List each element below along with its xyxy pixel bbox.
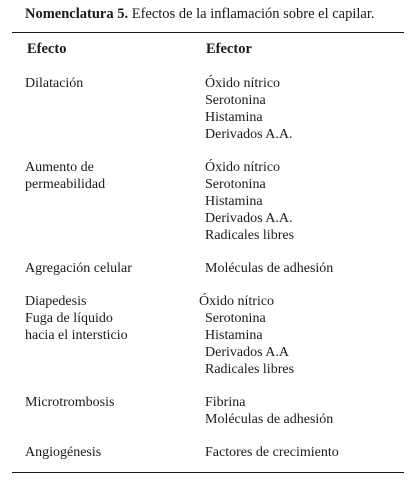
effector-line: Moléculas de adhesión [205, 412, 334, 427]
effector-cell [205, 75, 293, 143]
effector-line: Óxido nítrico [199, 294, 275, 309]
top-rule [12, 32, 404, 33]
effect-cell [25, 293, 128, 344]
column-header-effect: Efecto [27, 41, 67, 57]
effect-cell [25, 394, 114, 411]
effect-line: Agregación celular [25, 261, 132, 276]
table-caption [25, 6, 375, 23]
effector-cell [205, 394, 333, 428]
effector-line: Radicales libres [205, 362, 295, 377]
effector-line: Derivados A.A [205, 345, 289, 360]
effect-line: Diapedesis [25, 294, 87, 309]
effector-line: Fibrina [205, 395, 246, 410]
effect-cell [25, 159, 105, 193]
effect-line: Angiogénesis [25, 445, 102, 460]
effect-line: Fuga de líquido [25, 311, 113, 326]
effector-line: Serotonina [205, 177, 266, 192]
effector-line: Radicales libres [205, 228, 295, 243]
effector-line: Óxido nítrico [205, 160, 281, 175]
effector-cell [199, 293, 294, 378]
effector-line: Moléculas de adhesión [205, 261, 334, 276]
effector-line: Histamina [205, 328, 263, 343]
effect-cell [25, 444, 101, 461]
effector-line: Histamina [205, 194, 263, 209]
effector-cell [205, 260, 333, 277]
effector-line: Factores de crecimiento [205, 445, 339, 460]
effector-line: Serotonina [205, 93, 266, 108]
effect-cell [25, 260, 132, 277]
caption-text: Efectos de la inflamación sobre el capilar. [131, 6, 375, 22]
effect-line: hacia el intersticio [25, 328, 128, 343]
effector-line: Óxido nítrico [205, 76, 281, 91]
effect-line: Microtrombosis [25, 395, 115, 410]
effector-line: Serotonina [205, 311, 266, 326]
column-header-effector: Efector [206, 41, 252, 57]
effector-cell [205, 444, 339, 461]
effect-line: permeabilidad [25, 177, 106, 192]
effect-line: Dilatación [25, 76, 84, 91]
effect-line: Aumento de [25, 160, 94, 175]
effector-line: Histamina [205, 110, 263, 125]
bottom-rule [12, 472, 404, 473]
effector-line: Derivados A.A. [205, 127, 293, 142]
caption-lead: Nomenclatura 5. [25, 6, 129, 22]
effector-line: Derivados A.A. [205, 211, 293, 226]
effector-cell [205, 159, 294, 244]
effect-cell [25, 75, 83, 92]
